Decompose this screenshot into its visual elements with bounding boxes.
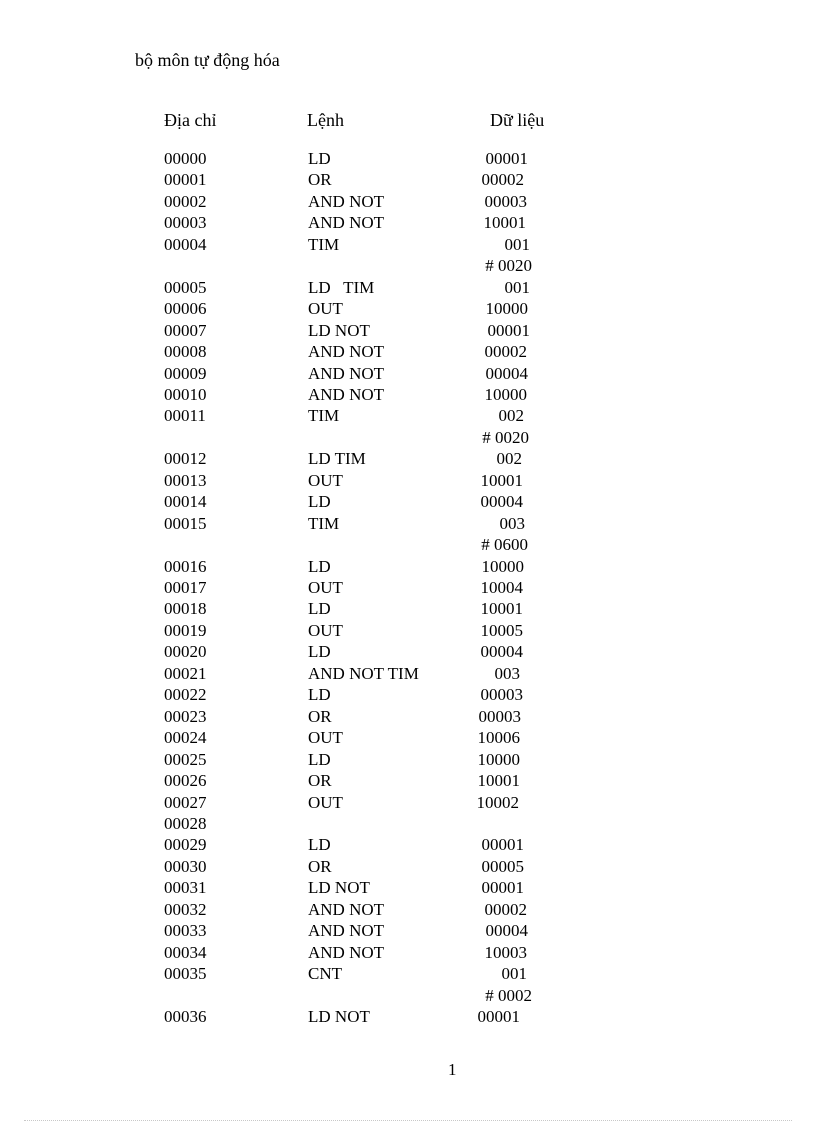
- data-cell: 002: [496, 449, 522, 469]
- command-cell: LD: [308, 642, 331, 662]
- data-cell: 00002: [484, 899, 527, 919]
- table-row: [0, 363, 816, 384]
- address-cell: 00031: [164, 878, 207, 898]
- data-cell: 10001: [480, 599, 523, 619]
- command-cell: OUT: [308, 792, 343, 812]
- table-row: [0, 834, 816, 855]
- address-cell: 00013: [164, 470, 207, 490]
- data-cell: 10005: [480, 620, 523, 640]
- table-row: [0, 491, 816, 512]
- table-row: [0, 985, 816, 1006]
- command-cell: LD NOT: [308, 1007, 370, 1026]
- address-cell: 00000: [164, 149, 207, 168]
- address-cell: 00025: [164, 749, 207, 769]
- table-row: [0, 963, 816, 984]
- command-cell: LD TIM: [308, 277, 375, 297]
- table-row: [0, 856, 816, 877]
- data-cell: 10001: [477, 771, 520, 791]
- address-cell: 00008: [164, 342, 207, 362]
- command-cell: LD: [308, 599, 331, 619]
- command-cell: OR: [308, 856, 332, 876]
- address-cell: 00006: [164, 299, 207, 319]
- table-row: [0, 513, 816, 534]
- address-cell: 00018: [164, 599, 207, 619]
- table-row: [0, 320, 816, 341]
- table-row: [0, 1006, 816, 1027]
- table-row: [0, 598, 816, 619]
- data-cell: 00003: [484, 191, 527, 211]
- column-header-data: Dữ liệu: [490, 110, 545, 130]
- command-cell: AND NOT: [308, 942, 385, 962]
- data-cell: 003: [499, 513, 525, 533]
- data-cell: 00003: [480, 685, 523, 705]
- command-cell: OUT: [308, 620, 343, 640]
- table-row: [0, 620, 816, 641]
- table-row: [0, 534, 816, 555]
- data-cell: 00001: [485, 149, 528, 168]
- data-cell: # 0020: [482, 427, 529, 447]
- data-cell: 00002: [481, 170, 524, 190]
- address-cell: 00020: [164, 642, 207, 662]
- command-cell: LD NOT: [308, 320, 370, 340]
- command-cell: LD TIM: [308, 449, 366, 469]
- table-row: [0, 641, 816, 662]
- data-cell: 10000: [481, 556, 524, 576]
- address-cell: 00007: [164, 320, 207, 340]
- command-cell: LD: [308, 835, 331, 855]
- command-cell: AND NOT: [308, 342, 385, 362]
- data-cell: 10000: [485, 299, 528, 319]
- command-cell: AND NOT: [308, 384, 385, 404]
- address-cell: 00026: [164, 771, 207, 791]
- table-row: [0, 298, 816, 319]
- command-cell: OUT: [308, 470, 343, 490]
- command-cell: TIM: [308, 234, 340, 254]
- address-cell: 00012: [164, 449, 207, 469]
- command-cell: TIM: [308, 406, 340, 426]
- table-row: [0, 942, 816, 963]
- table-row: [0, 448, 816, 469]
- command-cell: CNT: [308, 964, 342, 984]
- table-row: [0, 684, 816, 705]
- table-row: [0, 899, 816, 920]
- table-row: [0, 749, 816, 770]
- data-cell: # 0600: [481, 535, 528, 555]
- address-cell: 00023: [164, 706, 207, 726]
- command-cell: TIM: [308, 513, 340, 533]
- table-row: [0, 556, 816, 577]
- page-bottom-rule: [24, 1120, 792, 1121]
- command-cell: AND NOT TIM: [308, 663, 419, 683]
- table-row: [0, 405, 816, 426]
- table-row: [0, 813, 816, 834]
- command-cell: LD: [308, 685, 331, 705]
- page-number: 1: [448, 1060, 457, 1079]
- address-cell: 00022: [164, 685, 207, 705]
- table-row: [0, 470, 816, 491]
- table-row: [0, 792, 816, 813]
- data-cell: 00005: [481, 856, 524, 876]
- data-cell: 10003: [484, 942, 527, 962]
- address-cell: 00016: [164, 556, 207, 576]
- address-cell: 00017: [164, 578, 207, 597]
- address-cell: 00015: [164, 513, 207, 533]
- command-cell: AND NOT: [308, 921, 385, 941]
- address-cell: 00028: [164, 813, 207, 833]
- data-cell: # 0020: [485, 256, 532, 276]
- table-row: [0, 920, 816, 941]
- address-cell: 00024: [164, 728, 207, 748]
- data-cell: 10004: [480, 578, 523, 597]
- table-row: [0, 577, 816, 598]
- data-cell: 00001: [481, 835, 524, 855]
- table-row: [0, 727, 816, 748]
- command-cell: AND NOT: [308, 363, 385, 383]
- address-cell: 00029: [164, 835, 207, 855]
- command-cell: LD NOT: [308, 878, 370, 898]
- table-row: [0, 212, 816, 233]
- address-cell: 00019: [164, 620, 207, 640]
- address-cell: 00009: [164, 363, 207, 383]
- address-cell: 00002: [164, 191, 207, 211]
- address-cell: 00011: [164, 406, 206, 426]
- data-cell: 10001: [480, 470, 523, 490]
- table-row: [0, 384, 816, 405]
- table-row: [0, 427, 816, 448]
- table-row: [0, 877, 816, 898]
- command-cell: OR: [308, 771, 332, 791]
- data-cell: 003: [494, 663, 520, 683]
- data-cell: 001: [504, 234, 530, 254]
- data-cell: 00004: [485, 921, 528, 941]
- data-cell: 10006: [477, 728, 520, 748]
- data-cell: 00003: [478, 706, 521, 726]
- data-cell: 001: [501, 964, 527, 984]
- address-cell: 00021: [164, 663, 207, 683]
- command-cell: LD: [308, 749, 331, 769]
- data-cell: 10001: [483, 213, 526, 233]
- column-header-command: Lệnh: [307, 110, 344, 130]
- table-row: [0, 770, 816, 791]
- data-cell: 00004: [485, 363, 528, 383]
- command-cell: OUT: [308, 299, 343, 319]
- data-cell: 00001: [477, 1007, 520, 1026]
- table-row: [0, 663, 816, 684]
- table-row: [0, 706, 816, 727]
- address-cell: 00004: [164, 234, 207, 254]
- data-cell: 10000: [477, 749, 520, 769]
- data-cell: 10000: [484, 384, 527, 404]
- data-cell: 10002: [476, 792, 519, 812]
- address-cell: 00034: [164, 942, 207, 962]
- address-cell: 00001: [164, 170, 207, 190]
- command-cell: LD: [308, 492, 331, 512]
- address-cell: 00033: [164, 921, 207, 941]
- address-cell: 00036: [164, 1007, 207, 1026]
- address-cell: 00035: [164, 964, 207, 984]
- table-row: [0, 255, 816, 276]
- table-row: [0, 277, 816, 298]
- data-cell: 001: [504, 277, 530, 297]
- command-cell: OR: [308, 170, 332, 190]
- data-cell: # 0002: [485, 985, 532, 1005]
- command-cell: OUT: [308, 728, 343, 748]
- table-row: [0, 169, 816, 190]
- address-cell: 00030: [164, 856, 207, 876]
- address-cell: 00010: [164, 384, 207, 404]
- address-cell: 00003: [164, 213, 207, 233]
- data-cell: 00001: [481, 878, 524, 898]
- address-cell: 00005: [164, 277, 207, 297]
- command-cell: OR: [308, 706, 332, 726]
- data-cell: 002: [498, 406, 524, 426]
- table-row: [0, 148, 816, 169]
- command-cell: OUT: [308, 578, 343, 597]
- table-row: [0, 341, 816, 362]
- data-cell: 00001: [487, 320, 530, 340]
- data-cell: 00002: [484, 342, 527, 362]
- address-cell: 00032: [164, 899, 207, 919]
- column-header-address: Địa chỉ: [164, 110, 217, 130]
- data-cell: 00004: [480, 642, 523, 662]
- command-cell: LD: [308, 556, 331, 576]
- data-cell: 00004: [480, 492, 523, 512]
- address-cell: 00014: [164, 492, 207, 512]
- command-cell: LD: [308, 149, 331, 168]
- table-row: [0, 234, 816, 255]
- address-cell: 00027: [164, 792, 207, 812]
- command-cell: AND NOT: [308, 191, 385, 211]
- command-cell: AND NOT: [308, 213, 385, 233]
- command-cell: AND NOT: [308, 899, 385, 919]
- table-row: [0, 191, 816, 212]
- page-header: bộ môn tự động hóa: [135, 50, 280, 70]
